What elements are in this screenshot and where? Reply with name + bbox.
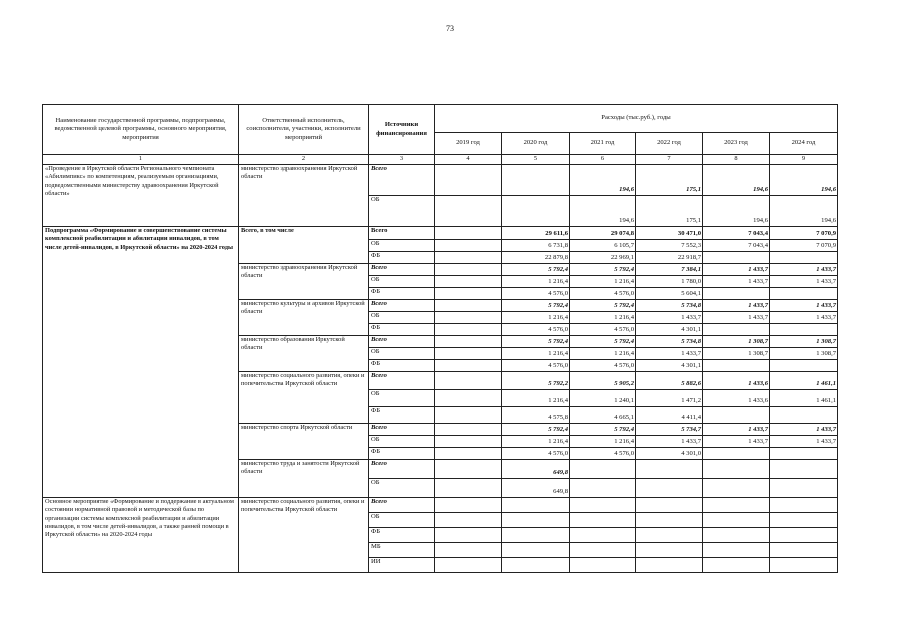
expense-cell: 1 216,4 bbox=[502, 348, 570, 360]
funding-source: Всего bbox=[369, 227, 435, 240]
funding-source: ФБ bbox=[369, 360, 435, 372]
expense-cell: 649,8 bbox=[502, 460, 570, 479]
program-name: «Проведение в Иркутской области Регионального чемпионата «Абилимпикс» по компетенциям, реализуемым организациями, подведомственными министерству здравоохранения Иркутской области» bbox=[43, 165, 239, 227]
expense-cell bbox=[435, 513, 502, 528]
expense-cell bbox=[435, 424, 502, 436]
expense-cell: 4 576,0 bbox=[502, 360, 570, 372]
header-name: Наименование государственной программы, подпрограммы, ведомственной целевой программы, основного мероприятия, мероприятия bbox=[43, 105, 239, 155]
expense-cell: 1 216,4 bbox=[502, 312, 570, 324]
expense-cell bbox=[435, 227, 502, 240]
expense-cell: 4 576,0 bbox=[570, 288, 636, 300]
column-index: 4 bbox=[435, 155, 502, 165]
expense-cell bbox=[435, 300, 502, 312]
expense-cell: 7 070,9 bbox=[770, 240, 838, 252]
expense-cell: 7 043,4 bbox=[703, 240, 770, 252]
expense-cell: 1 308,7 bbox=[770, 348, 838, 360]
funding-source: ОБ bbox=[369, 390, 435, 407]
expense-cell: 6 105,7 bbox=[570, 240, 636, 252]
expense-cell: 30 471,0 bbox=[636, 227, 703, 240]
table-body bbox=[43, 165, 838, 573]
expenses-table bbox=[42, 104, 838, 573]
expense-cell: 6 731,8 bbox=[502, 240, 570, 252]
expense-cell bbox=[703, 407, 770, 424]
funding-source: Всего bbox=[369, 460, 435, 479]
funding-source: Всего bbox=[369, 424, 435, 436]
expense-cell bbox=[435, 252, 502, 264]
executor-name: Всего, в том числе bbox=[239, 227, 369, 264]
expense-cell: 1 240,1 bbox=[570, 390, 636, 407]
expense-cell: 1 433,7 bbox=[703, 436, 770, 448]
column-index: 2 bbox=[239, 155, 369, 165]
expense-cell bbox=[770, 479, 838, 498]
expense-cell bbox=[435, 407, 502, 424]
expense-cell: 194,6 bbox=[703, 196, 770, 227]
header-expenses: Расходы (тыс.руб.), годы bbox=[435, 105, 838, 133]
expense-cell: 5 734,7 bbox=[636, 424, 703, 436]
expense-cell bbox=[636, 513, 703, 528]
expense-cell bbox=[435, 312, 502, 324]
expense-cell: 175,1 bbox=[636, 196, 703, 227]
expense-cell: 1 433,7 bbox=[636, 312, 703, 324]
column-index: 7 bbox=[636, 155, 703, 165]
expense-cell bbox=[636, 498, 703, 513]
expense-cell bbox=[770, 528, 838, 543]
expense-cell: 4 301,1 bbox=[636, 324, 703, 336]
expense-cell bbox=[570, 460, 636, 479]
expense-cell bbox=[502, 528, 570, 543]
expense-cell: 22 918,7 bbox=[636, 252, 703, 264]
funding-source: ИИ bbox=[369, 558, 435, 573]
expense-cell bbox=[636, 558, 703, 573]
funding-source: ФБ bbox=[369, 407, 435, 424]
funding-source: Всего bbox=[369, 165, 435, 196]
expense-cell: 5 734,8 bbox=[636, 300, 703, 312]
program-name: Основное мероприятие «Формирование и поддержание в актуальном состоянии нормативной правовой и методической базы по организации системы комплексной реабилитации и абилитации инвалидов, в том числе детей-инвалидов, а также ранней помощи в Иркутской области» на 2020-2024 годы bbox=[43, 498, 239, 573]
expense-cell: 29 611,6 bbox=[502, 227, 570, 240]
expense-cell: 22 969,1 bbox=[570, 252, 636, 264]
executor-name: министерство труда и занятости Иркутской области bbox=[239, 460, 369, 498]
expense-cell: 5 792,4 bbox=[502, 264, 570, 276]
executor-name: министерство здравоохранения Иркутской области bbox=[239, 165, 369, 227]
expense-cell bbox=[570, 479, 636, 498]
column-index: 9 bbox=[770, 155, 838, 165]
header-year: 2022 год bbox=[636, 133, 703, 155]
expense-cell: 4 665,1 bbox=[570, 407, 636, 424]
expense-cell: 1 216,4 bbox=[570, 312, 636, 324]
expense-cell: 4 576,0 bbox=[502, 324, 570, 336]
expense-cell: 5 905,2 bbox=[570, 372, 636, 390]
expense-cell: 194,6 bbox=[703, 165, 770, 196]
expense-cell: 1 216,4 bbox=[502, 390, 570, 407]
funding-source: Всего bbox=[369, 498, 435, 513]
expense-cell: 1 461,1 bbox=[770, 372, 838, 390]
expense-cell: 1 216,4 bbox=[570, 276, 636, 288]
column-index: 3 bbox=[369, 155, 435, 165]
header-year: 2019 год bbox=[435, 133, 502, 155]
expense-cell bbox=[770, 460, 838, 479]
expense-cell bbox=[770, 252, 838, 264]
expense-cell: 1 433,7 bbox=[703, 424, 770, 436]
header-year: 2023 год bbox=[703, 133, 770, 155]
column-index: 1 bbox=[43, 155, 239, 165]
expense-cell: 5 792,4 bbox=[570, 424, 636, 436]
expense-cell: 1 433,6 bbox=[703, 372, 770, 390]
expense-cell: 1 433,7 bbox=[770, 300, 838, 312]
header-year: 2021 год bbox=[570, 133, 636, 155]
expense-cell bbox=[703, 513, 770, 528]
expense-cell bbox=[435, 348, 502, 360]
expense-cell bbox=[636, 479, 703, 498]
expense-cell bbox=[502, 543, 570, 558]
expense-cell: 1 308,7 bbox=[703, 348, 770, 360]
expense-cell: 4 576,0 bbox=[502, 448, 570, 460]
expense-cell bbox=[502, 165, 570, 196]
funding-source: ОБ bbox=[369, 513, 435, 528]
expense-cell: 1 308,7 bbox=[770, 336, 838, 348]
expense-cell bbox=[636, 460, 703, 479]
funding-source: ОБ bbox=[369, 348, 435, 360]
expense-cell bbox=[703, 558, 770, 573]
funding-source: ОБ bbox=[369, 312, 435, 324]
executor-name: министерство спорта Иркутской области bbox=[239, 424, 369, 460]
header-year: 2020 год bbox=[502, 133, 570, 155]
funding-source: Всего bbox=[369, 264, 435, 276]
expense-cell bbox=[502, 196, 570, 227]
expense-cell: 1 433,7 bbox=[703, 300, 770, 312]
header-executor: Ответственный исполнитель, соисполнители, участники, исполнители мероприятий bbox=[239, 105, 369, 155]
executor-name: министерство здравоохранения Иркутской области bbox=[239, 264, 369, 300]
expense-cell bbox=[703, 528, 770, 543]
header-source: Источники финансирования bbox=[369, 105, 435, 155]
expense-cell: 1 433,7 bbox=[636, 436, 703, 448]
expense-cell bbox=[703, 252, 770, 264]
expense-cell bbox=[435, 528, 502, 543]
expense-cell bbox=[435, 264, 502, 276]
executor-name: министерство культуры и архивов Иркутской области bbox=[239, 300, 369, 336]
expense-cell: 1 433,7 bbox=[636, 348, 703, 360]
expense-cell: 1 433,7 bbox=[770, 312, 838, 324]
expense-cell: 1 433,7 bbox=[770, 436, 838, 448]
expense-cell: 1 433,7 bbox=[703, 264, 770, 276]
table-row bbox=[43, 165, 838, 196]
expense-cell: 1 216,4 bbox=[570, 436, 636, 448]
expense-cell: 5 792,4 bbox=[502, 336, 570, 348]
expense-cell: 4 575,8 bbox=[502, 407, 570, 424]
expense-cell bbox=[570, 558, 636, 573]
expense-cell: 1 216,4 bbox=[570, 348, 636, 360]
expense-cell bbox=[703, 360, 770, 372]
column-index: 5 bbox=[502, 155, 570, 165]
expense-cell: 4 301,0 bbox=[636, 448, 703, 460]
expense-cell: 5 792,4 bbox=[570, 300, 636, 312]
expense-cell: 194,6 bbox=[570, 165, 636, 196]
column-index: 6 bbox=[570, 155, 636, 165]
expense-cell bbox=[703, 460, 770, 479]
table-row bbox=[43, 227, 838, 240]
expense-cell: 194,6 bbox=[570, 196, 636, 227]
expense-cell: 7 070,9 bbox=[770, 227, 838, 240]
expense-cell: 1 461,1 bbox=[770, 390, 838, 407]
expense-cell bbox=[570, 513, 636, 528]
expense-cell bbox=[435, 436, 502, 448]
expense-cell bbox=[770, 543, 838, 558]
funding-source: ОБ bbox=[369, 436, 435, 448]
expense-cell: 5 734,8 bbox=[636, 336, 703, 348]
expense-cell bbox=[435, 360, 502, 372]
expense-cell: 29 074,8 bbox=[570, 227, 636, 240]
funding-source: ОБ bbox=[369, 196, 435, 227]
expense-cell: 194,6 bbox=[770, 196, 838, 227]
funding-source: ОБ bbox=[369, 479, 435, 498]
expense-cell bbox=[435, 336, 502, 348]
expense-cell bbox=[435, 372, 502, 390]
expense-cell bbox=[435, 288, 502, 300]
expense-cell bbox=[435, 558, 502, 573]
funding-source: Всего bbox=[369, 300, 435, 312]
funding-source: ФБ bbox=[369, 252, 435, 264]
expense-cell: 5 604,1 bbox=[636, 288, 703, 300]
expense-cell bbox=[435, 165, 502, 196]
expense-cell: 1 471,2 bbox=[636, 390, 703, 407]
expense-cell: 7 552,3 bbox=[636, 240, 703, 252]
expense-cell: 649,8 bbox=[502, 479, 570, 498]
executor-name: министерство социального развития, опеки и попечительства Иркутской области bbox=[239, 372, 369, 424]
header-year: 2024 год bbox=[770, 133, 838, 155]
expense-cell: 5 882,6 bbox=[636, 372, 703, 390]
expense-cell bbox=[636, 528, 703, 543]
expense-cell bbox=[636, 543, 703, 558]
expense-cell: 1 433,7 bbox=[703, 276, 770, 288]
expense-cell bbox=[435, 479, 502, 498]
expense-cell: 5 792,4 bbox=[570, 264, 636, 276]
expense-cell: 4 411,4 bbox=[636, 407, 703, 424]
funding-source: Всего bbox=[369, 372, 435, 390]
table-row bbox=[43, 498, 838, 513]
expense-cell: 5 792,4 bbox=[570, 336, 636, 348]
expense-cell bbox=[770, 288, 838, 300]
expense-cell bbox=[770, 360, 838, 372]
funding-source: ФБ bbox=[369, 324, 435, 336]
expense-cell bbox=[435, 448, 502, 460]
funding-source: ОБ bbox=[369, 240, 435, 252]
expense-cell bbox=[435, 498, 502, 513]
expense-cell: 5 792,4 bbox=[502, 424, 570, 436]
expense-cell bbox=[703, 479, 770, 498]
expense-cell bbox=[703, 543, 770, 558]
funding-source: ФБ bbox=[369, 288, 435, 300]
program-name: Подпрограмма «Формирование и совершенствование системы комплексной реабилитации и абилитации инвалидов, в том числе детей-инвалидов, в Иркутской области» на 2020-2024 годы bbox=[43, 227, 239, 498]
expense-cell: 1 433,7 bbox=[770, 276, 838, 288]
expense-cell bbox=[435, 390, 502, 407]
expense-cell bbox=[570, 543, 636, 558]
expense-cell: 4 576,0 bbox=[570, 360, 636, 372]
expense-cell bbox=[770, 448, 838, 460]
expense-cell: 1 433,7 bbox=[703, 312, 770, 324]
funding-source: ФБ bbox=[369, 448, 435, 460]
expense-cell bbox=[703, 324, 770, 336]
expense-cell: 1 433,7 bbox=[770, 424, 838, 436]
expense-cell bbox=[435, 460, 502, 479]
expense-cell: 7 043,4 bbox=[703, 227, 770, 240]
expense-cell bbox=[770, 324, 838, 336]
expense-cell bbox=[703, 448, 770, 460]
expense-cell: 4 576,0 bbox=[502, 288, 570, 300]
expense-cell: 1 216,4 bbox=[502, 276, 570, 288]
expense-cell: 1 308,7 bbox=[703, 336, 770, 348]
expense-cell: 7 384,1 bbox=[636, 264, 703, 276]
expense-cell: 5 792,2 bbox=[502, 372, 570, 390]
expense-cell bbox=[502, 498, 570, 513]
expense-cell bbox=[770, 407, 838, 424]
expense-cell bbox=[703, 288, 770, 300]
expense-cell: 175,1 bbox=[636, 165, 703, 196]
expense-cell: 22 879,8 bbox=[502, 252, 570, 264]
expense-cell bbox=[570, 498, 636, 513]
expense-cell bbox=[435, 543, 502, 558]
expense-cell bbox=[435, 276, 502, 288]
expense-cell bbox=[770, 513, 838, 528]
executor-name: министерство социального развития, опеки и попечительства Иркутской области bbox=[239, 498, 369, 573]
expense-cell bbox=[770, 558, 838, 573]
expense-cell bbox=[502, 558, 570, 573]
expense-cell: 4 301,1 bbox=[636, 360, 703, 372]
funding-source: ОБ bbox=[369, 276, 435, 288]
expense-cell bbox=[435, 196, 502, 227]
expense-cell bbox=[435, 240, 502, 252]
expense-cell: 1 433,7 bbox=[770, 264, 838, 276]
expense-cell: 1 216,4 bbox=[502, 436, 570, 448]
expense-cell bbox=[570, 528, 636, 543]
expense-cell bbox=[435, 324, 502, 336]
expense-cell: 4 576,0 bbox=[570, 324, 636, 336]
expense-cell: 1 780,0 bbox=[636, 276, 703, 288]
executor-name: министерство образования Иркутской области bbox=[239, 336, 369, 372]
page-number: 73 bbox=[446, 24, 454, 33]
funding-source: ФБ bbox=[369, 528, 435, 543]
funding-source: МБ bbox=[369, 543, 435, 558]
funding-source: Всего bbox=[369, 336, 435, 348]
expense-cell: 5 792,4 bbox=[502, 300, 570, 312]
expense-cell: 1 433,6 bbox=[703, 390, 770, 407]
expense-cell: 4 576,0 bbox=[570, 448, 636, 460]
column-index: 8 bbox=[703, 155, 770, 165]
expense-cell bbox=[770, 498, 838, 513]
expense-cell: 194,6 bbox=[770, 165, 838, 196]
expense-cell bbox=[703, 498, 770, 513]
expense-cell bbox=[502, 513, 570, 528]
